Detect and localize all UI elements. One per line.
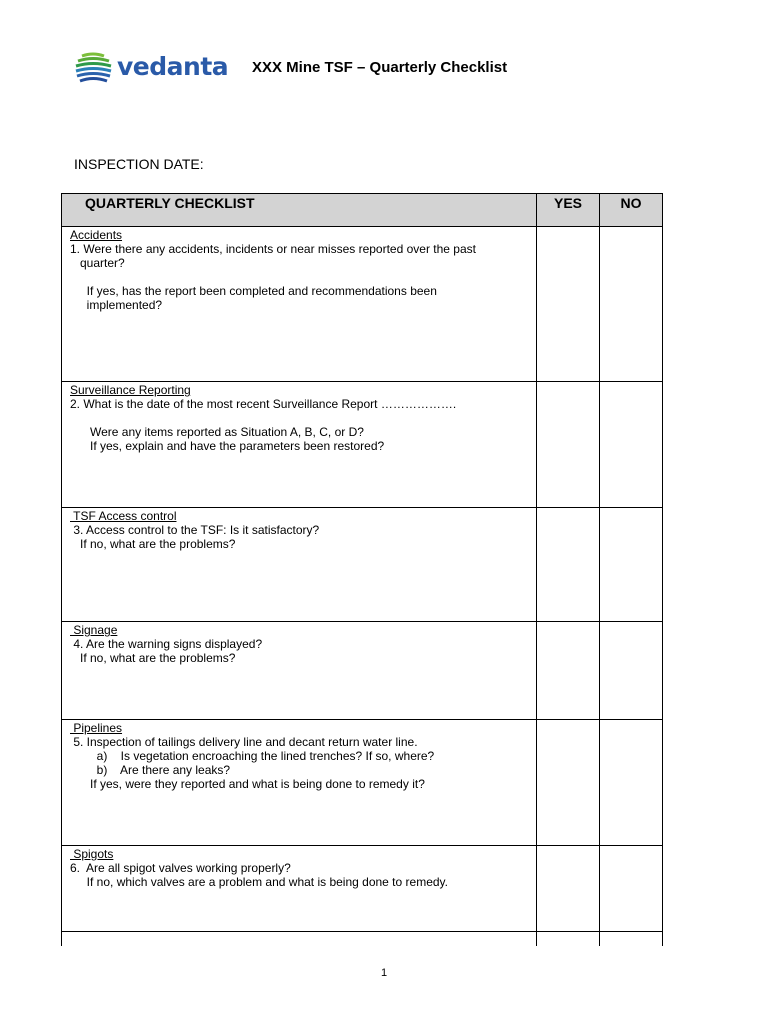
vedanta-logo-icon [74, 50, 114, 88]
checklist-row-surveillance [62, 382, 663, 508]
no-answer-cell[interactable] [600, 508, 663, 622]
checklist-row-spigots [62, 846, 663, 932]
question-line: If no, which valves are a problem and what is being done to remedy. [70, 875, 448, 889]
question-line: quarter? [70, 256, 125, 270]
question-line: a) Is vegetation encroaching the lined trenches? If so, where? [70, 749, 435, 763]
no-answer-cell[interactable] [600, 382, 663, 508]
question-line [70, 411, 536, 425]
page-number: 1 [380, 967, 388, 979]
section-title-pipelines: Pipelines [70, 721, 123, 735]
question-line: 5. Inspection of tailings delivery line and decant return water line. [70, 735, 418, 749]
section-title-signage: Signage [70, 623, 118, 637]
question-cell [62, 622, 537, 720]
question-line: 2. What is the date of the most recent Surveillance Report ………………. [70, 397, 457, 411]
question-line: If no, what are the problems? [70, 537, 236, 551]
question-line: 6. Are all spigot valves working properly? [70, 861, 291, 875]
logo-wordmark: vedanta [117, 52, 229, 81]
question-cell [62, 227, 537, 382]
checklist-row-signage [62, 622, 663, 720]
question-line: If no, what are the problems? [70, 651, 236, 665]
yes-column-header: YES [537, 194, 600, 227]
question-line: 4. Are the warning signs displayed? [70, 637, 263, 651]
inspection-date-label: INSPECTION DATE: [74, 156, 204, 172]
section-title-accidents: Accidents [70, 228, 123, 242]
table-header-row [62, 194, 663, 227]
no-answer-cell[interactable] [600, 846, 663, 932]
question-line: If yes, has the report been completed and recommendations been [70, 284, 437, 298]
question-line: If yes, were they reported and what is being done to remedy it? [70, 777, 425, 791]
no-answer-cell[interactable] [600, 622, 663, 720]
question-line: If yes, explain and have the parameters been restored? [70, 439, 385, 453]
section-title-access-control: TSF Access control [70, 509, 177, 523]
yes-answer-cell[interactable] [537, 846, 600, 932]
no-column-header: NO [600, 194, 663, 227]
no-answer-cell[interactable] [600, 720, 663, 846]
checklist-row-access-control [62, 508, 663, 622]
question-line: 1. Were there any accidents, incidents or near misses reported over the past [70, 242, 476, 256]
yes-answer-cell[interactable] [537, 720, 600, 846]
question-cell [62, 846, 537, 932]
checklist-row-accidents [62, 227, 663, 382]
checklist-row-continued [62, 932, 663, 946]
section-title-spigots: Spigots [70, 847, 114, 861]
question-line [70, 270, 536, 284]
vedanta-logo [74, 50, 234, 88]
section-title-surveillance: Surveillance Reporting [70, 383, 191, 397]
question-line: b) Are there any leaks? [70, 763, 231, 777]
question-line: Were any items reported as Situation A, B, C, or D? [70, 425, 364, 439]
question-line: implemented? [70, 298, 163, 312]
yes-answer-cell[interactable] [537, 622, 600, 720]
quarterly-checklist-table [61, 193, 663, 946]
question-cell [62, 382, 537, 508]
yes-answer-cell[interactable] [537, 508, 600, 622]
yes-answer-cell[interactable] [537, 382, 600, 508]
question-cell [62, 508, 537, 622]
question-cell [62, 720, 537, 846]
no-answer-cell[interactable] [600, 932, 663, 946]
document-title: XXX Mine TSF – Quarterly Checklist [252, 59, 508, 76]
checklist-row-pipelines [62, 720, 663, 846]
yes-answer-cell[interactable] [537, 227, 600, 382]
question-cell [62, 932, 537, 946]
checklist-column-header: QUARTERLY CHECKLIST [62, 194, 537, 227]
question-line: 3. Access control to the TSF: Is it satisfactory? [70, 523, 320, 537]
yes-answer-cell[interactable] [537, 932, 600, 946]
no-answer-cell[interactable] [600, 227, 663, 382]
